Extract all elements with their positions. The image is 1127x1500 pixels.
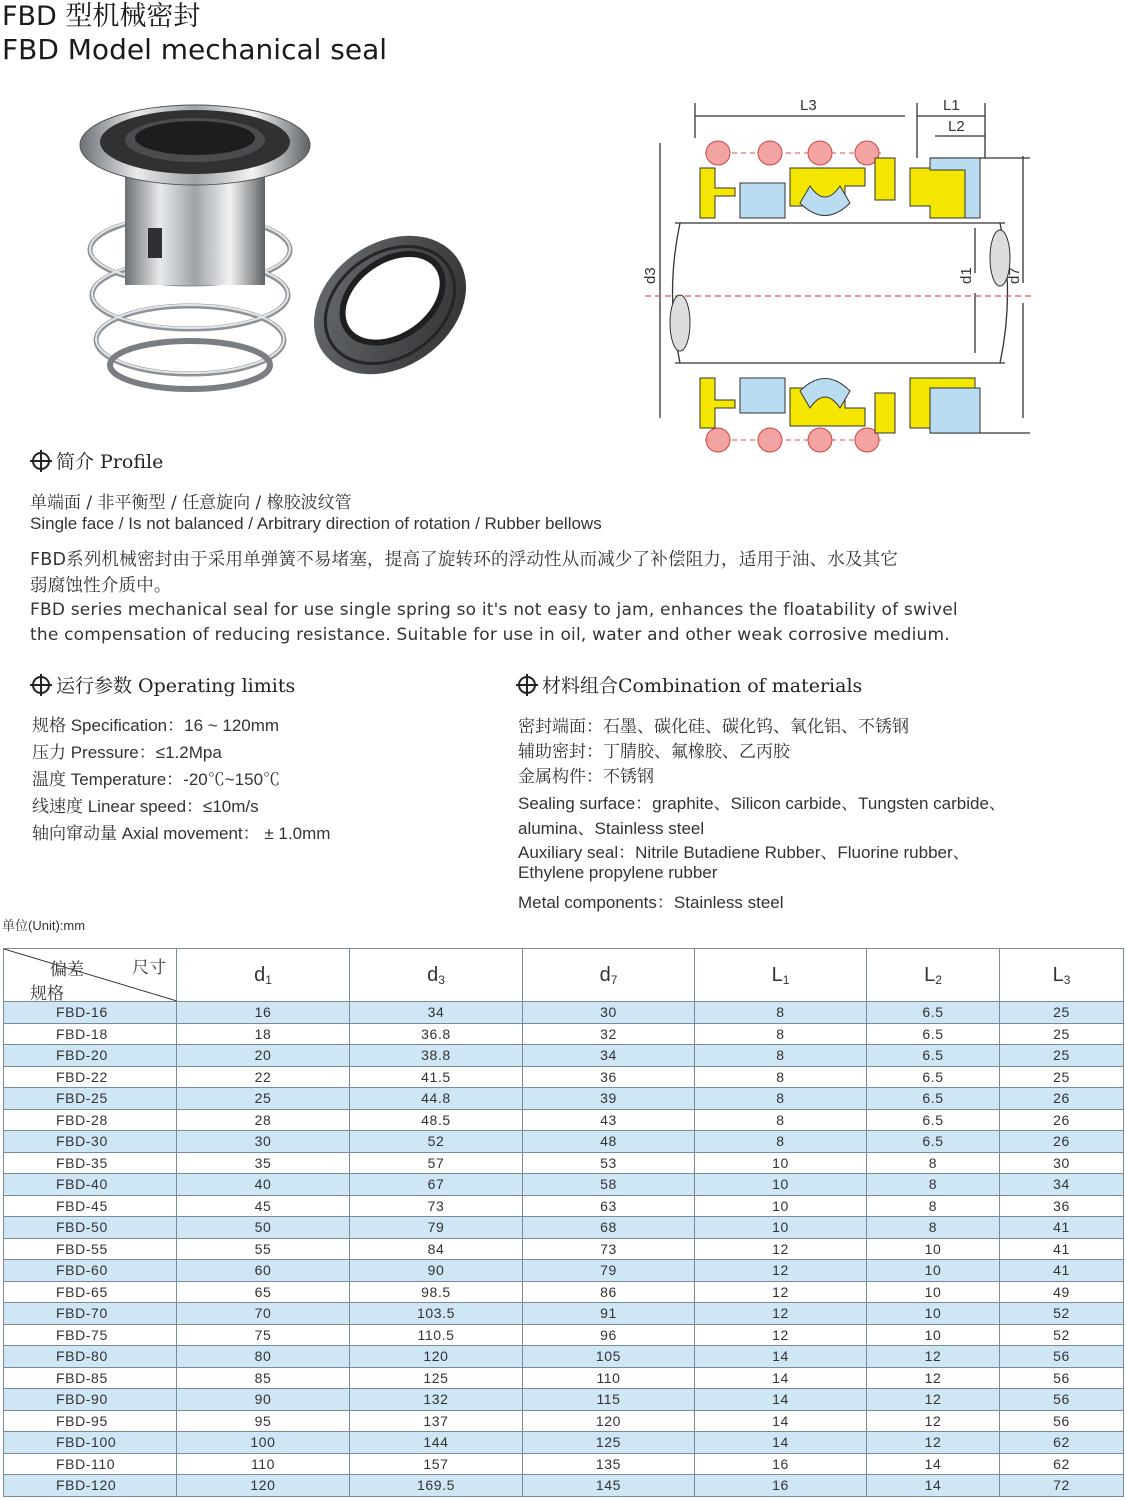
value-cell: 36.8 — [350, 1023, 523, 1045]
value-cell: 56 — [1000, 1410, 1124, 1432]
value-cell: 30 — [523, 1002, 695, 1024]
header-d7: $d_7$ — [523, 949, 695, 1002]
label-d7: d7 — [1006, 267, 1023, 284]
value-cell: 10 — [867, 1238, 1000, 1260]
table-row — [4, 1475, 1124, 1497]
table-row — [4, 1174, 1124, 1196]
value-cell: 120 — [350, 1346, 523, 1368]
model-cell: FBD-65 — [4, 1281, 177, 1303]
operating-item: 轴向窜动量 Axial movement： ± 1.0mm — [32, 824, 331, 843]
profile-desc-en-1: FBD series mechanical seal for use single spring so it's not easy to jam, enhances the floatability of swivel — [30, 600, 958, 620]
table-row — [4, 1023, 1124, 1045]
value-cell: 48.5 — [350, 1109, 523, 1131]
value-cell: 41 — [1000, 1217, 1124, 1239]
table-row — [4, 1453, 1124, 1475]
operating-item: 线速度 Linear speed：≤10m/s — [32, 797, 259, 816]
value-cell: 12 — [695, 1281, 867, 1303]
table-row — [4, 1002, 1124, 1024]
value-cell: 53 — [523, 1152, 695, 1174]
value-cell: 8 — [695, 1109, 867, 1131]
value-cell: 10 — [695, 1195, 867, 1217]
crosshair-icon — [30, 674, 52, 696]
value-cell: 65 — [177, 1281, 350, 1303]
value-cell: 12 — [867, 1432, 1000, 1454]
table-row — [4, 1066, 1124, 1088]
value-cell: 30 — [1000, 1152, 1124, 1174]
value-cell: 10 — [867, 1324, 1000, 1346]
value-cell: 8 — [695, 1066, 867, 1088]
materials-item: 密封端面：石墨、碳化硅、碳化钨、氧化铝、不锈钢 — [518, 717, 909, 736]
value-cell: 10 — [695, 1217, 867, 1239]
value-cell: 34 — [350, 1002, 523, 1024]
model-cell: FBD-120 — [4, 1475, 177, 1497]
label-d1: d1 — [958, 267, 975, 284]
value-cell: 26 — [1000, 1131, 1124, 1153]
product-photo — [70, 100, 480, 400]
value-cell: 41.5 — [350, 1066, 523, 1088]
table-row — [4, 1238, 1124, 1260]
value-cell: 52 — [1000, 1303, 1124, 1325]
value-cell: 40 — [177, 1174, 350, 1196]
value-cell: 48 — [523, 1131, 695, 1153]
value-cell: 14 — [695, 1432, 867, 1454]
corner-mid-left: 偏差 — [50, 960, 84, 979]
value-cell: 52 — [350, 1131, 523, 1153]
table-row — [4, 1410, 1124, 1432]
value-cell: 56 — [1000, 1367, 1124, 1389]
value-cell: 55 — [177, 1238, 350, 1260]
value-cell: 72 — [1000, 1475, 1124, 1497]
value-cell: 10 — [695, 1152, 867, 1174]
value-cell: 38.8 — [350, 1045, 523, 1067]
model-cell: FBD-35 — [4, 1152, 177, 1174]
value-cell: 67 — [350, 1174, 523, 1196]
model-cell: FBD-28 — [4, 1109, 177, 1131]
value-cell: 86 — [523, 1281, 695, 1303]
table-row — [4, 1131, 1124, 1153]
corner-bottom-left: 规格 — [30, 984, 64, 1003]
value-cell: 169.5 — [350, 1475, 523, 1497]
value-cell: 68 — [523, 1217, 695, 1239]
page-title-cn: FBD 型机械密封 — [2, 1, 201, 32]
table-row — [4, 1432, 1124, 1454]
model-cell: FBD-55 — [4, 1238, 177, 1260]
crosshair-icon — [30, 450, 52, 472]
page-title-en: FBD Model mechanical seal — [2, 33, 388, 66]
table-body — [4, 1002, 1124, 1497]
value-cell: 16 — [695, 1453, 867, 1475]
table-row — [4, 1389, 1124, 1411]
profile-desc-cn-2: 弱腐蚀性介质中。 — [30, 576, 172, 596]
table-row — [4, 1195, 1124, 1217]
value-cell: 44.8 — [350, 1088, 523, 1110]
value-cell: 6.5 — [867, 1023, 1000, 1045]
materials-item: Auxiliary seal：Nitrile Butadiene Rubber、Fluorine rubber、 — [518, 843, 970, 862]
profile-line-cn: 单端面 / 非平衡型 / 任意旋向 / 橡胶波纹管 — [30, 493, 352, 513]
value-cell: 125 — [523, 1432, 695, 1454]
materials-item: alumina、Stainless steel — [518, 819, 705, 838]
value-cell: 41 — [1000, 1260, 1124, 1282]
value-cell: 58 — [523, 1174, 695, 1196]
value-cell: 98.5 — [350, 1281, 523, 1303]
value-cell: 25 — [1000, 1002, 1124, 1024]
value-cell: 120 — [177, 1475, 350, 1497]
profile-heading — [30, 450, 163, 474]
value-cell: 43 — [523, 1109, 695, 1131]
table-row — [4, 1045, 1124, 1067]
table-row — [4, 1303, 1124, 1325]
materials-item: 辅助密封：丁腈胶、氟橡胶、乙丙胶 — [518, 742, 790, 761]
profile-desc-en-2: the compensation of reducing resistance. Suitable for use in oil, water and other weak corrosive medium. — [30, 625, 950, 645]
value-cell: 25 — [1000, 1045, 1124, 1067]
value-cell: 100 — [177, 1432, 350, 1454]
header-l2: $L_2$ — [867, 949, 1000, 1002]
value-cell: 28 — [177, 1109, 350, 1131]
value-cell: 12 — [695, 1238, 867, 1260]
value-cell: 12 — [695, 1303, 867, 1325]
value-cell: 75 — [177, 1324, 350, 1346]
value-cell: 79 — [523, 1260, 695, 1282]
operating-item: 规格 Specification：16 ~ 120mm — [32, 716, 280, 735]
value-cell: 20 — [177, 1045, 350, 1067]
operating-heading — [30, 674, 295, 698]
value-cell: 25 — [1000, 1066, 1124, 1088]
table-row — [4, 1152, 1124, 1174]
value-cell: 135 — [523, 1453, 695, 1475]
value-cell: 85 — [177, 1367, 350, 1389]
value-cell: 36 — [523, 1066, 695, 1088]
model-cell: FBD-50 — [4, 1217, 177, 1239]
value-cell: 84 — [350, 1238, 523, 1260]
label-d3: d3 — [642, 267, 659, 284]
value-cell: 6.5 — [867, 1066, 1000, 1088]
value-cell: 8 — [867, 1152, 1000, 1174]
value-cell: 18 — [177, 1023, 350, 1045]
value-cell: 10 — [867, 1281, 1000, 1303]
table-row — [4, 1346, 1124, 1368]
materials-heading — [516, 674, 862, 698]
materials-item: Sealing surface：graphite、Silicon carbide、Tungsten carbide、 — [518, 794, 1006, 813]
table-row — [4, 1324, 1124, 1346]
value-cell: 8 — [695, 1088, 867, 1110]
value-cell: 120 — [523, 1410, 695, 1432]
value-cell: 8 — [695, 1131, 867, 1153]
operating-item: 温度 Temperature：-20℃~150℃ — [32, 770, 281, 789]
value-cell: 110 — [177, 1453, 350, 1475]
value-cell: 8 — [867, 1217, 1000, 1239]
value-cell: 157 — [350, 1453, 523, 1475]
value-cell: 8 — [695, 1002, 867, 1024]
value-cell: 34 — [523, 1045, 695, 1067]
value-cell: 14 — [695, 1389, 867, 1411]
table-row — [4, 1088, 1124, 1110]
value-cell: 36 — [1000, 1195, 1124, 1217]
model-cell: FBD-85 — [4, 1367, 177, 1389]
value-cell: 6.5 — [867, 1045, 1000, 1067]
value-cell: 80 — [177, 1346, 350, 1368]
label-l2: L2 — [948, 118, 965, 135]
table-header-row — [4, 949, 1124, 1002]
value-cell: 70 — [177, 1303, 350, 1325]
header-d1: $d_1$ — [177, 949, 350, 1002]
value-cell: 8 — [695, 1023, 867, 1045]
value-cell: 8 — [867, 1174, 1000, 1196]
value-cell: 10 — [867, 1303, 1000, 1325]
operating-item: 压力 Pressure：≤1.2Mpa — [32, 743, 222, 762]
value-cell: 56 — [1000, 1389, 1124, 1411]
operating-heading-text: 运行参数 Operating limits — [56, 675, 296, 697]
value-cell: 125 — [350, 1367, 523, 1389]
value-cell: 25 — [177, 1088, 350, 1110]
value-cell: 16 — [695, 1475, 867, 1497]
model-cell: FBD-18 — [4, 1023, 177, 1045]
value-cell: 12 — [867, 1346, 1000, 1368]
value-cell: 105 — [523, 1346, 695, 1368]
profile-heading-text: 简介 Profile — [56, 451, 164, 473]
value-cell: 73 — [350, 1195, 523, 1217]
value-cell: 45 — [177, 1195, 350, 1217]
table-row — [4, 1109, 1124, 1131]
header-l3: $L_3$ — [1000, 949, 1124, 1002]
unit-label: 单位(Unit):mm — [2, 918, 86, 933]
value-cell: 10 — [867, 1260, 1000, 1282]
value-cell: 90 — [350, 1260, 523, 1282]
value-cell: 14 — [695, 1410, 867, 1432]
model-cell: FBD-16 — [4, 1002, 177, 1024]
model-cell: FBD-45 — [4, 1195, 177, 1217]
value-cell: 6.5 — [867, 1088, 1000, 1110]
table-row — [4, 1281, 1124, 1303]
model-cell: FBD-70 — [4, 1303, 177, 1325]
value-cell: 6.5 — [867, 1109, 1000, 1131]
value-cell: 73 — [523, 1238, 695, 1260]
value-cell: 41 — [1000, 1238, 1124, 1260]
header-d3: $d_3$ — [350, 949, 523, 1002]
value-cell: 91 — [523, 1303, 695, 1325]
table-row — [4, 1367, 1124, 1389]
value-cell: 12 — [867, 1367, 1000, 1389]
crosshair-icon — [516, 674, 538, 696]
value-cell: 56 — [1000, 1346, 1124, 1368]
value-cell: 8 — [867, 1195, 1000, 1217]
profile-line-en: Single face / Is not balanced / Arbitrary direction of rotation / Rubber bellows — [30, 514, 602, 533]
value-cell: 79 — [350, 1217, 523, 1239]
value-cell: 39 — [523, 1088, 695, 1110]
value-cell: 34 — [1000, 1174, 1124, 1196]
value-cell: 14 — [867, 1475, 1000, 1497]
model-cell: FBD-95 — [4, 1410, 177, 1432]
value-cell: 12 — [695, 1260, 867, 1282]
value-cell: 16 — [177, 1002, 350, 1024]
materials-item: Ethylene propylene rubber — [518, 863, 718, 882]
profile-desc-cn-1: FBD系列机械密封由于采用单弹簧不易堵塞，提高了旋转环的浮动性从而减少了补偿阻力，适用于油、水及其它 — [30, 550, 899, 570]
value-cell: 62 — [1000, 1453, 1124, 1475]
value-cell: 49 — [1000, 1281, 1124, 1303]
value-cell: 96 — [523, 1324, 695, 1346]
value-cell: 63 — [523, 1195, 695, 1217]
corner-top-right: 尺寸 — [132, 958, 166, 977]
model-cell: FBD-25 — [4, 1088, 177, 1110]
table-row — [4, 1217, 1124, 1239]
value-cell: 95 — [177, 1410, 350, 1432]
value-cell: 6.5 — [867, 1002, 1000, 1024]
model-cell: FBD-75 — [4, 1324, 177, 1346]
value-cell: 14 — [695, 1346, 867, 1368]
label-l3: L3 — [800, 97, 817, 114]
value-cell: 60 — [177, 1260, 350, 1282]
header-l1: $L_1$ — [695, 949, 867, 1002]
materials-item: 金属构件：不锈钢 — [518, 767, 654, 786]
model-cell: FBD-110 — [4, 1453, 177, 1475]
value-cell: 12 — [695, 1324, 867, 1346]
label-l1: L1 — [943, 97, 960, 114]
value-cell: 145 — [523, 1475, 695, 1497]
spec-table — [3, 948, 1124, 1497]
model-cell: FBD-90 — [4, 1389, 177, 1411]
value-cell: 22 — [177, 1066, 350, 1088]
value-cell: 35 — [177, 1152, 350, 1174]
value-cell: 12 — [867, 1410, 1000, 1432]
value-cell: 6.5 — [867, 1131, 1000, 1153]
value-cell: 110 — [523, 1367, 695, 1389]
value-cell: 14 — [867, 1453, 1000, 1475]
corner-header — [4, 949, 177, 1002]
value-cell: 103.5 — [350, 1303, 523, 1325]
value-cell: 62 — [1000, 1432, 1124, 1454]
value-cell: 14 — [695, 1367, 867, 1389]
value-cell: 30 — [177, 1131, 350, 1153]
materials-item: Metal components：Stainless steel — [518, 893, 784, 912]
model-cell: FBD-80 — [4, 1346, 177, 1368]
value-cell: 132 — [350, 1389, 523, 1411]
value-cell: 50 — [177, 1217, 350, 1239]
value-cell: 90 — [177, 1389, 350, 1411]
value-cell: 57 — [350, 1152, 523, 1174]
value-cell: 115 — [523, 1389, 695, 1411]
materials-heading-text: 材料组合Combination of materials — [542, 675, 863, 697]
model-cell: FBD-22 — [4, 1066, 177, 1088]
value-cell: 144 — [350, 1432, 523, 1454]
value-cell: 8 — [695, 1045, 867, 1067]
model-cell: FBD-60 — [4, 1260, 177, 1282]
value-cell: 32 — [523, 1023, 695, 1045]
value-cell: 52 — [1000, 1324, 1124, 1346]
model-cell: FBD-20 — [4, 1045, 177, 1067]
value-cell: 137 — [350, 1410, 523, 1432]
model-cell: FBD-30 — [4, 1131, 177, 1153]
value-cell: 25 — [1000, 1023, 1124, 1045]
cross-section-diagram — [635, 88, 1045, 468]
model-cell: FBD-40 — [4, 1174, 177, 1196]
value-cell: 12 — [867, 1389, 1000, 1411]
value-cell: 26 — [1000, 1109, 1124, 1131]
value-cell: 110.5 — [350, 1324, 523, 1346]
value-cell: 26 — [1000, 1088, 1124, 1110]
table-row — [4, 1260, 1124, 1282]
value-cell: 10 — [695, 1174, 867, 1196]
model-cell: FBD-100 — [4, 1432, 177, 1454]
